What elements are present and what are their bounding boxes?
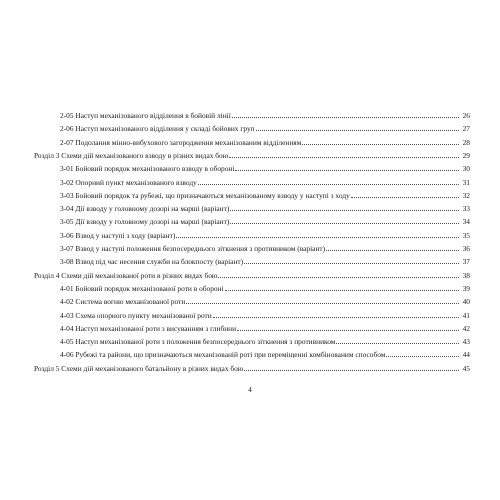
- toc-subsection-entry: [60, 282, 470, 293]
- toc-entry-page: 39: [462, 283, 470, 293]
- toc-dot-leader: [229, 156, 459, 158]
- toc-entry-title: 2-05 Наступ механізованого відділення в бойовій лінії: [60, 111, 231, 120]
- toc-entry-title: 4-01 Бойовий порядок механізованої роти в обороні: [60, 283, 224, 293]
- toc-subsection-entry: [60, 136, 470, 147]
- toc-subsection-entry: [60, 242, 470, 253]
- toc-entry-title: Розділ 4 Схеми дій механізованої роти в різних видах бою: [34, 270, 218, 280]
- toc-entry-title: 2-07 Подолання мінно-вибухового загородження механізованим відділенням: [60, 137, 302, 147]
- toc-dot-leader: [198, 183, 459, 185]
- toc-subsection-entry: [60, 229, 470, 240]
- toc-entry-page: 41: [462, 310, 470, 320]
- toc-entry-title: 4-05 Наступ механізованої роти з положення безпосереднього зіткнення з противником: [60, 337, 336, 347]
- toc-section-entry: [34, 269, 470, 280]
- toc-subsection-entry: [60, 109, 470, 120]
- toc-dot-leader: [386, 355, 459, 357]
- toc-dot-leader: [336, 342, 459, 344]
- toc-dot-leader: [225, 289, 459, 291]
- toc-dot-leader: [176, 236, 459, 238]
- toc-dot-leader: [244, 262, 459, 264]
- toc-dot-leader: [237, 329, 459, 331]
- toc-entry-page: 30: [462, 164, 470, 174]
- toc-entry-title: 4-02 Система вогню механізованої роти: [60, 297, 186, 307]
- toc-dot-leader: [232, 116, 459, 118]
- toc-entry-page: 34: [462, 217, 470, 227]
- toc-entry-page: 31: [462, 177, 470, 187]
- toc-entry-page: 42: [462, 323, 470, 333]
- toc-entry-page: 40: [462, 297, 470, 307]
- toc-dot-leader: [351, 196, 459, 198]
- toc-entry-page: 29: [462, 150, 470, 160]
- toc-entry-title: 2-06 Наступ механізованого відділення у складі бойових груп: [60, 124, 255, 134]
- toc-entry-title: Розділ 3 Схеми дій механізованого взводу в різних видах бою: [34, 150, 229, 160]
- toc-subsection-entry: [60, 162, 470, 173]
- toc-entry-title: 3-02 Опорний пункт механізованого взводу: [60, 177, 197, 187]
- toc-entry-page: 28: [462, 137, 470, 147]
- toc-entry-page: 33: [462, 204, 470, 214]
- toc-entry-page: 43: [462, 337, 470, 347]
- toc-subsection-entry: [60, 309, 470, 320]
- toc-subsection-entry: [60, 202, 470, 213]
- toc-subsection-entry: [60, 189, 470, 200]
- toc-dot-leader: [302, 143, 459, 145]
- toc-entry-page: 45: [462, 363, 470, 373]
- toc-entry-page: 27: [462, 124, 470, 134]
- toc-entry-page: 44: [462, 350, 470, 360]
- toc-subsection-entry: [60, 295, 470, 306]
- page-number: 4: [248, 385, 252, 394]
- toc-dot-leader: [186, 302, 459, 304]
- toc-dot-leader: [230, 222, 459, 224]
- toc-entry-title: 4-03 Схема опорного пункту механізованої роти: [60, 310, 212, 320]
- toc-entry-title: 3-03 Бойовий порядок та рубежі, що призначаються механізованому взводу у наступі з ходу: [60, 190, 350, 200]
- toc-subsection-entry: [60, 322, 470, 333]
- toc-subsection-entry: [60, 215, 470, 226]
- toc-dot-leader: [218, 276, 459, 278]
- toc-entry-title: 3-04 Дії взводу у головному дозорі на марші (варіант): [60, 204, 230, 214]
- toc-dot-leader: [213, 316, 459, 318]
- toc-entry-title: 4-04 Наступ механізованої роти з висуванням з глибини: [60, 323, 237, 333]
- toc-entry-title: 3-06 Взвод у наступі з ходу (варіант): [60, 230, 176, 240]
- toc-entry-page: 35: [462, 230, 470, 240]
- toc-entry-page: 38: [462, 270, 470, 280]
- toc-section-entry: [34, 362, 470, 373]
- toc-entry-page: 32: [462, 190, 470, 200]
- toc-dot-leader: [326, 249, 459, 251]
- toc-entry-title: 3-08 Взвод під час несення служби на блокпосту (варіант): [60, 257, 244, 267]
- toc-entry-title: 3-01 Бойовий порядок механізованого взводу в обороні: [60, 164, 235, 174]
- toc-subsection-entry: [60, 348, 470, 359]
- toc-entry-page: 26: [462, 111, 470, 120]
- toc-subsection-entry: [60, 122, 470, 133]
- toc-dot-leader: [256, 129, 459, 131]
- toc-subsection-entry: [60, 255, 470, 266]
- toc-dot-leader: [235, 169, 459, 171]
- toc-entry-page: 37: [462, 257, 470, 267]
- toc-entry-title: Розділ 5 Схеми дій механізованого батальйону в різних видах бою: [34, 363, 244, 373]
- toc-dot-leader: [230, 209, 459, 211]
- toc-section-entry: [34, 149, 470, 160]
- toc-subsection-entry: [60, 176, 470, 187]
- toc-entry-title: 3-07 Взвод у наступі положення безпосереднього зіткнення з противником (варіант): [60, 244, 326, 253]
- toc-entry-title: 3-05 Дії взводу у головному дозорі на марші (варіант): [60, 217, 230, 227]
- toc-dot-leader: [244, 369, 459, 371]
- toc-entry-title: 4-06 Рубежі та райони, що призначаються механізованій роті при переміщенні комбінованим способом: [60, 350, 386, 360]
- toc-entry-page: 36: [462, 244, 470, 253]
- toc-subsection-entry: [60, 335, 470, 346]
